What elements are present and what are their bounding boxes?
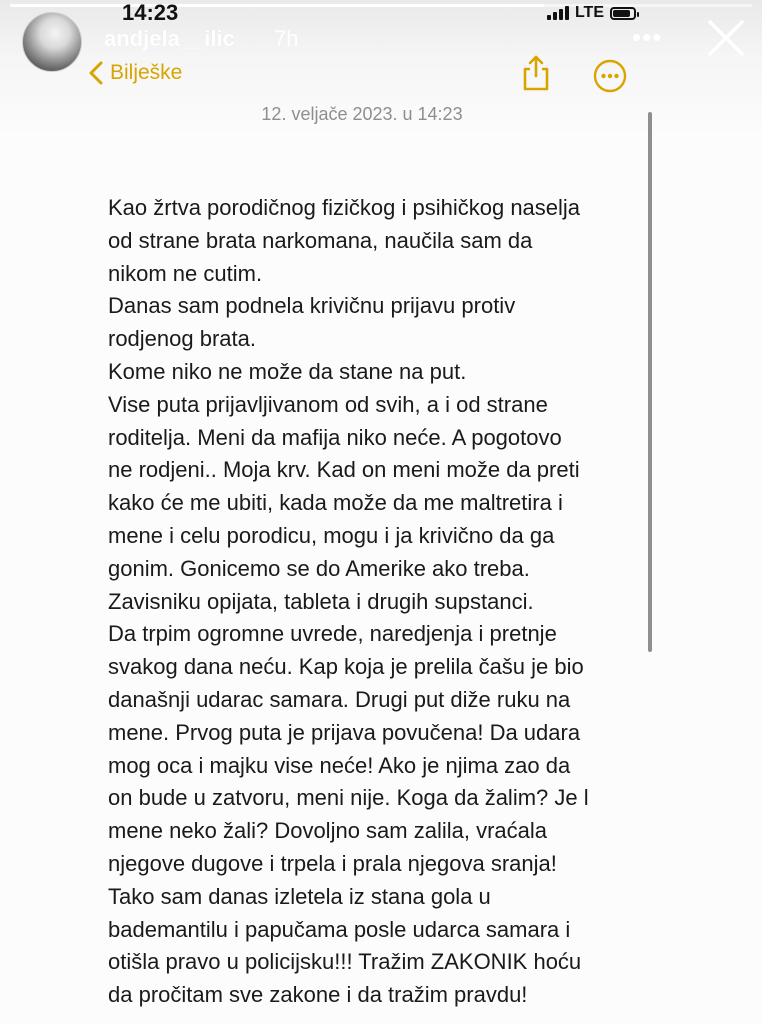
note-date: 12. veljače 2023. u 14:23 bbox=[261, 104, 463, 124]
status-indicators bbox=[547, 4, 636, 22]
note-line: roditelja. Meni da mafija niko neće. A pogotovo bbox=[108, 424, 562, 450]
ellipsis-icon[interactable]: ••• bbox=[632, 22, 663, 52]
note-line: nikom ne cutim. bbox=[108, 260, 263, 286]
story-progress-fill bbox=[10, 4, 544, 7]
more-circle-icon[interactable] bbox=[593, 59, 627, 93]
note-line: od strane brata narkomana, naučila sam da bbox=[108, 227, 533, 253]
signal-icon bbox=[547, 6, 569, 20]
note-line: Zavisniku opijata, tableta i drugih supstanci. bbox=[108, 588, 534, 614]
note-line: mog oca i majku vise neće! Ako je njima zao da bbox=[108, 752, 571, 778]
note-line: rodjenog brata. bbox=[108, 326, 256, 352]
note-line: kako će me ubiti, kada može da me maltretira i bbox=[108, 490, 563, 516]
close-icon[interactable] bbox=[706, 18, 746, 58]
back-label: Bilješke bbox=[110, 61, 183, 84]
note-line: mene neko žali? Dovoljno sam zalila, vraćala bbox=[108, 818, 547, 844]
story-time-ago: 7h bbox=[274, 26, 299, 51]
status-time: 14:23 bbox=[122, 0, 179, 25]
note-line: Vise puta prijavljivanom od svih, a i od strane bbox=[108, 391, 548, 417]
share-icon[interactable] bbox=[520, 54, 552, 92]
note-line: njegove dugove i trpela i prala njegova sranja! bbox=[108, 850, 557, 876]
scrollbar[interactable] bbox=[648, 112, 652, 652]
note-line: da pročitam sve zakone i da tražim pravdu! bbox=[108, 982, 528, 1008]
avatar[interactable] bbox=[22, 12, 82, 72]
note-line: Danas sam podnela krivičnu prijavu protiv bbox=[108, 293, 516, 319]
note-body[interactable] bbox=[108, 192, 628, 1012]
chevron-left-icon bbox=[88, 60, 104, 86]
note-line: mene i celu porodicu, mogu i ja krivično da ga bbox=[108, 522, 555, 548]
note-line: Da trpim ogromne uvrede, naredjenja i pretnje bbox=[108, 621, 557, 647]
note-line: bademantilu i papučama posle udarca samara i bbox=[108, 916, 571, 942]
note-line: Kao žrtva porodičnog fizičkog i psihičkog naselja bbox=[108, 195, 581, 220]
note-line: svakog dana neću. Kap koja je prelila čašu je bio bbox=[108, 654, 584, 680]
battery-icon bbox=[610, 7, 636, 20]
back-button[interactable] bbox=[88, 60, 182, 86]
note-line: mene. Prvog puta je prijava povučena! Da udara bbox=[108, 719, 581, 745]
note-line: Tako sam danas izletela iz stana gola u bbox=[108, 883, 491, 909]
note-line: ne rodjeni.. Moja krv. Kad on meni može da preti bbox=[108, 457, 580, 483]
note-line: gonim. Gonicemo se do Amerike ako treba. bbox=[108, 555, 530, 581]
note-line: današnji udarac samara. Drugi put diže ruku na bbox=[108, 686, 571, 712]
note-line: otišla pravo u policijsku!!! Tražim ZAKONIK hoću bbox=[108, 949, 582, 975]
network-type: LTE bbox=[574, 4, 604, 21]
story-username[interactable]: andjela__ilic bbox=[104, 26, 235, 51]
note-line: on bude u zatvoru, meni nije. Koga da žalim? Je l bbox=[108, 785, 589, 811]
note-line: Kome niko ne može da stane na put. bbox=[108, 358, 467, 384]
